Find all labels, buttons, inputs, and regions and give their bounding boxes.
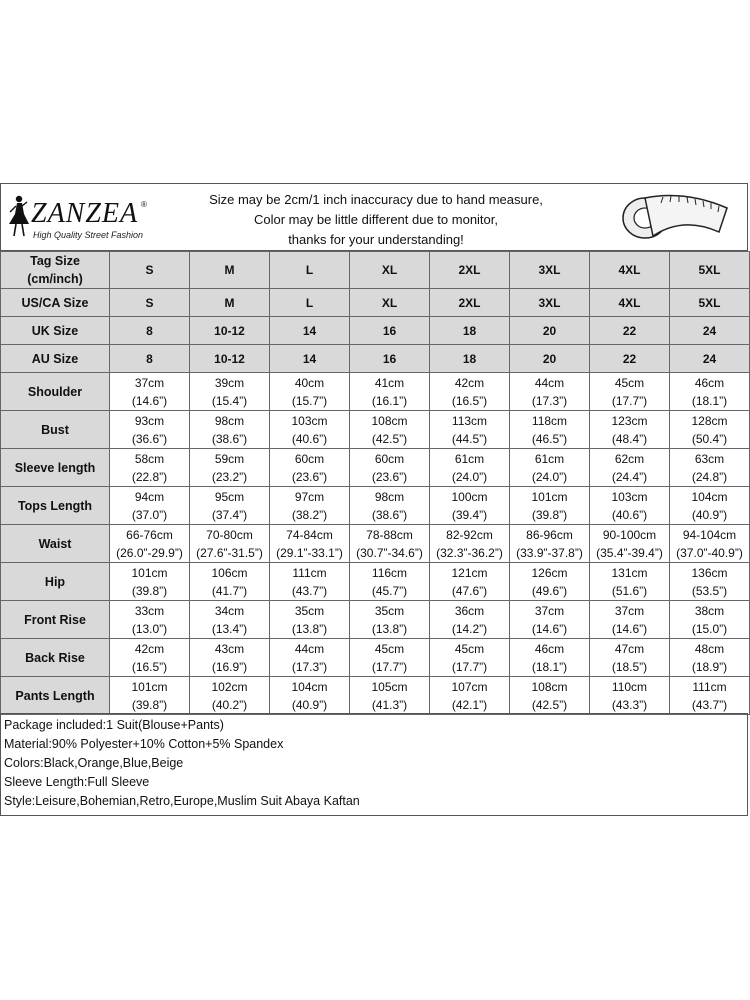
fashion-figure-icon [5,194,31,238]
size-header: M [190,252,270,289]
measurement-cell [510,411,590,449]
row-label: Pants Length [1,677,110,715]
measurement-cell [590,449,670,487]
inch-value: (30.7”-34.6”) [356,545,423,560]
row-label: Waist [1,525,110,563]
measurement-cell [190,487,270,525]
row-label: UK Size [1,317,110,345]
measurement-row [1,449,750,487]
size-cell: 22 [590,345,670,373]
size-cell: 5XL [670,289,750,317]
measurement-cell [590,373,670,411]
measurement-cell [510,563,590,601]
size-header: S [110,252,190,289]
cm-value: 101cm [131,565,168,580]
inch-value: (13.0”) [131,621,168,636]
cm-value: 46cm [534,641,565,656]
inch-value: (16.5”) [451,393,488,408]
size-header: L [270,252,350,289]
cm-value: 102cm [211,679,248,694]
cm-value: 110cm [611,679,648,694]
measurement-cell [190,411,270,449]
measurement-cell [670,677,750,715]
size-cell: 14 [270,345,350,373]
note-line: Sleeve Length:Full Sleeve [4,775,150,789]
inch-value: (27.6”-31.5”) [196,545,263,560]
cm-value: 108cm [371,413,408,428]
size-cell: 8 [110,345,190,373]
inch-value: (42.5”) [531,697,568,712]
measurement-cell [510,373,590,411]
measurement-cell [430,563,510,601]
measurement-cell [670,563,750,601]
inch-value: (53.5”) [691,583,728,598]
cm-value: 94cm [134,489,165,504]
inch-value: (50.4”) [691,431,728,446]
note-line: Style:Leisure,Bohemian,Retro,Europe,Muslim Suit Abaya Kaftan [4,794,360,808]
inch-value: (17.3”) [291,659,328,674]
cm-value: 66-76cm [126,527,173,542]
measurement-cell [590,411,670,449]
cm-value: 61cm [454,451,485,466]
inch-value: (14.6”) [531,621,568,636]
cm-value: 108cm [531,679,568,694]
cm-value: 97cm [294,489,325,504]
inch-value: (41.7”) [211,583,248,598]
measurement-row [1,639,750,677]
inch-value: (45.7”) [371,583,408,598]
measurement-cell [190,677,270,715]
inch-value: (40.6”) [291,431,328,446]
cm-value: 47cm [614,641,645,656]
cm-value: 94-104cm [682,527,737,542]
inch-value: (16.1”) [371,393,408,408]
cm-value: 111cm [692,679,727,694]
inch-value: (29.1”-33.1”) [276,545,343,560]
measurement-cell [430,639,510,677]
notice-line: Size may be 2cm/1 inch inaccuracy due to hand measure, [209,192,543,207]
inch-value: (16.5”) [131,659,168,674]
inch-value: (46.5”) [531,431,568,446]
cm-value: 40cm [294,375,325,390]
measurement-cell [190,373,270,411]
measurement-cell [270,449,350,487]
measurement-cell [270,373,350,411]
measurement-cell [110,639,190,677]
measurement-cell [510,677,590,715]
measurement-cell [670,449,750,487]
inch-value: (39.8”) [131,583,168,598]
inch-value: (17.7”) [451,659,488,674]
cm-value: 78-88cm [366,527,413,542]
measurement-row [1,601,750,639]
measurement-cell [350,449,430,487]
measurement-cell [110,601,190,639]
cm-value: 103cm [291,413,328,428]
measurement-cell [190,525,270,563]
row-label: AU Size [1,345,110,373]
measurement-cell [110,411,190,449]
inch-value: (39.8”) [531,507,568,522]
measurement-cell [670,373,750,411]
inch-value: (38.6”) [371,507,408,522]
cm-value: 82-92cm [446,527,493,542]
size-cell: 8 [110,317,190,345]
cm-value: 131cm [611,565,648,580]
row-label: Front Rise [1,601,110,639]
cm-value: 111cm [292,565,327,580]
measuring-tape-icon [615,188,735,248]
cm-value: 60cm [374,451,405,466]
measurement-cell [270,525,350,563]
cm-value: 41cm [374,375,405,390]
measurement-cell [270,563,350,601]
inch-value: (49.6”) [531,583,568,598]
cm-value: 45cm [374,641,405,656]
cm-value: 126cm [531,565,568,580]
brand-tagline: High Quality Street Fashion [33,230,144,240]
measurement-cell [190,601,270,639]
row-label: Tag Size (cm/inch) [1,252,110,289]
size-cell: 20 [510,317,590,345]
inch-value: (26.0”-29.9”) [116,545,183,560]
product-notes [0,713,748,816]
cm-value: 38cm [694,603,725,618]
measurement-cell [430,601,510,639]
inch-value: (47.6”) [451,583,488,598]
measurement-cell [590,677,670,715]
size-cell: 18 [430,317,510,345]
measurement-cell [510,639,590,677]
measurement-cell [110,487,190,525]
measurement-cell [350,563,430,601]
cm-value: 36cm [454,603,485,618]
measurement-cell [270,487,350,525]
inch-value: (23.2”) [211,469,248,484]
cm-value: 98cm [214,413,245,428]
inch-value: (42.1”) [451,697,488,712]
size-table [0,251,750,715]
cm-value: 33cm [134,603,165,618]
inch-value: (15.7”) [291,393,328,408]
note-line: Colors:Black,Orange,Blue,Beige [4,756,184,770]
measurement-cell [190,563,270,601]
size-cell: 16 [350,317,430,345]
size-cell: 22 [590,317,670,345]
size-cell: L [270,289,350,317]
measurement-cell [590,525,670,563]
measurement-cell [270,601,350,639]
size-row [1,317,750,345]
inch-value: (36.6”) [131,431,168,446]
cm-value: 123cm [611,413,648,428]
row-label: Shoulder [1,373,110,411]
cm-value: 128cm [691,413,728,428]
cm-value: 116cm [371,565,408,580]
size-header: 4XL [590,252,670,289]
cm-value: 105cm [371,679,408,694]
cm-value: 39cm [214,375,245,390]
size-cell: 10-12 [190,317,270,345]
measurement-cell [430,449,510,487]
cm-value: 48cm [694,641,725,656]
cm-value: 101cm [531,489,568,504]
inch-value: (40.9”) [691,507,728,522]
size-header: 5XL [670,252,750,289]
cm-value: 62cm [614,451,645,466]
size-cell: 18 [430,345,510,373]
cm-value: 106cm [211,565,248,580]
cm-value: 86-96cm [526,527,573,542]
size-cell: M [190,289,270,317]
inch-value: (13.8”) [371,621,408,636]
size-cell: 4XL [590,289,670,317]
brand-logo [5,192,155,244]
size-chart [0,183,750,817]
inch-value: (24.0”) [531,469,568,484]
row-label: Bust [1,411,110,449]
inch-value: (43.7”) [691,697,728,712]
cm-value: 42cm [454,375,485,390]
cm-value: 93cm [134,413,165,428]
cm-value: 44cm [534,375,565,390]
inch-value: (16.9”) [211,659,248,674]
chart-header [0,183,748,251]
size-row [1,345,750,373]
size-header: 3XL [510,252,590,289]
brand-name: ZANZEA [31,198,139,229]
inch-value: (23.6”) [371,469,408,484]
measurement-cell [270,411,350,449]
measurement-cell [350,487,430,525]
measurement-cell [110,449,190,487]
cm-value: 63cm [694,451,725,466]
measurement-cell [430,411,510,449]
cm-value: 107cm [451,679,488,694]
measurement-cell [670,411,750,449]
inch-value: (43.3”) [611,697,648,712]
size-row [1,289,750,317]
cm-value: 121cm [451,565,488,580]
inch-value: (24.8”) [691,469,728,484]
measurement-cell [590,563,670,601]
inch-value: (43.7”) [291,583,328,598]
measurement-cell [430,677,510,715]
measurement-cell [110,563,190,601]
inch-value: (40.9”) [291,697,328,712]
measurement-cell [590,601,670,639]
cm-value: 34cm [214,603,245,618]
cm-value: 60cm [294,451,325,466]
cm-value: 104cm [691,489,728,504]
measurement-cell [510,601,590,639]
measurement-cell [670,525,750,563]
cm-value: 46cm [694,375,725,390]
size-cell: XL [350,289,430,317]
inch-value: (38.6”) [211,431,248,446]
cm-value: 136cm [691,565,728,580]
measurement-cell [270,677,350,715]
measurement-cell [110,525,190,563]
measurement-cell [510,487,590,525]
cm-value: 37cm [134,375,165,390]
cm-value: 35cm [374,603,405,618]
size-cell: 10-12 [190,345,270,373]
inch-value: (14.6”) [131,393,168,408]
inch-value: (17.3”) [531,393,568,408]
inch-value: (38.2”) [291,507,328,522]
cm-value: 61cm [534,451,565,466]
measure-notice [171,190,581,250]
measurement-cell [510,449,590,487]
inch-value: (23.6”) [291,469,328,484]
size-cell: 14 [270,317,350,345]
inch-value: (15.4”) [211,393,248,408]
inch-value: (44.5”) [451,431,488,446]
measurement-cell [270,639,350,677]
inch-value: (13.4”) [211,621,248,636]
cm-value: 37cm [534,603,565,618]
inch-value: (17.7”) [371,659,408,674]
size-cell: S [110,289,190,317]
cm-value: 100cm [451,489,488,504]
inch-value: (15.0”) [691,621,728,636]
inch-value: (33.9”-37.8”) [516,545,583,560]
row-label: Sleeve length [1,449,110,487]
measurement-cell [430,525,510,563]
notice-line: thanks for your understanding! [288,232,464,247]
inch-value: (35.4”-39.4”) [596,545,663,560]
cm-value: 37cm [614,603,645,618]
inch-value: (18.9”) [691,659,728,674]
registered-mark: ® [141,200,147,209]
note-line: Material:90% Polyester+10% Cotton+5% Spandex [4,737,284,751]
inch-value: (18.1”) [691,393,728,408]
inch-value: (37.4”) [211,507,248,522]
cm-value: 35cm [294,603,325,618]
inch-value: (24.0”) [451,469,488,484]
measurement-cell [510,525,590,563]
cm-value: 104cm [291,679,328,694]
measurement-cell [670,487,750,525]
measurement-cell [670,601,750,639]
measurement-cell [350,677,430,715]
measurement-row [1,525,750,563]
measurement-row [1,487,750,525]
inch-value: (37.0”-40.9”) [676,545,743,560]
inch-value: (13.8”) [291,621,328,636]
measurement-cell [110,373,190,411]
measurement-cell [430,487,510,525]
measurement-row [1,677,750,715]
inch-value: (14.6”) [611,621,648,636]
cm-value: 113cm [451,413,488,428]
measurement-row [1,563,750,601]
size-cell: 24 [670,345,750,373]
cm-value: 70-80cm [206,527,253,542]
measurement-cell [350,525,430,563]
cm-value: 90-100cm [602,527,657,542]
size-cell: 3XL [510,289,590,317]
measurement-cell [590,639,670,677]
cm-value: 59cm [214,451,245,466]
cm-value: 42cm [134,641,165,656]
measurement-row [1,411,750,449]
note-line: Package included:1 Suit(Blouse+Pants) [4,718,224,732]
cm-value: 103cm [611,489,648,504]
cm-value: 101cm [131,679,168,694]
cm-value: 118cm [531,413,568,428]
tag-size-row [1,252,750,289]
measurement-row [1,373,750,411]
row-label: Hip [1,563,110,601]
measurement-cell [350,639,430,677]
notice-line: Color may be little different due to monitor, [254,212,498,227]
inch-value: (39.8”) [131,697,168,712]
inch-value: (17.7”) [611,393,648,408]
size-cell: 16 [350,345,430,373]
inch-value: (41.3”) [371,697,408,712]
size-cell: 24 [670,317,750,345]
row-label: Back Rise [1,639,110,677]
cm-value: 58cm [134,451,165,466]
inch-value: (22.8”) [131,469,168,484]
cm-value: 44cm [294,641,325,656]
cm-value: 95cm [214,489,245,504]
inch-value: (14.2”) [451,621,488,636]
cm-value: 74-84cm [286,527,333,542]
measurement-cell [350,601,430,639]
inch-value: (51.6”) [611,583,648,598]
inch-value: (37.0”) [131,507,168,522]
size-header: 2XL [430,252,510,289]
inch-value: (24.4”) [611,469,648,484]
size-header: XL [350,252,430,289]
measurement-cell [190,639,270,677]
cm-value: 45cm [454,641,485,656]
row-label: US/CA Size [1,289,110,317]
row-label: Tops Length [1,487,110,525]
inch-value: (39.4”) [451,507,488,522]
inch-value: (48.4”) [611,431,648,446]
measurement-cell [350,411,430,449]
inch-value: (32.3”-36.2”) [436,545,503,560]
inch-value: (18.1”) [531,659,568,674]
measurement-cell [670,639,750,677]
inch-value: (40.6”) [611,507,648,522]
measurement-cell [110,677,190,715]
inch-value: (42.5”) [371,431,408,446]
cm-value: 43cm [214,641,245,656]
size-cell: 20 [510,345,590,373]
cm-value: 98cm [374,489,405,504]
measurement-cell [430,373,510,411]
inch-value: (40.2”) [211,697,248,712]
size-cell: 2XL [430,289,510,317]
measurement-cell [350,373,430,411]
measurement-cell [190,449,270,487]
cm-value: 45cm [614,375,645,390]
inch-value: (18.5”) [611,659,648,674]
measurement-cell [590,487,670,525]
